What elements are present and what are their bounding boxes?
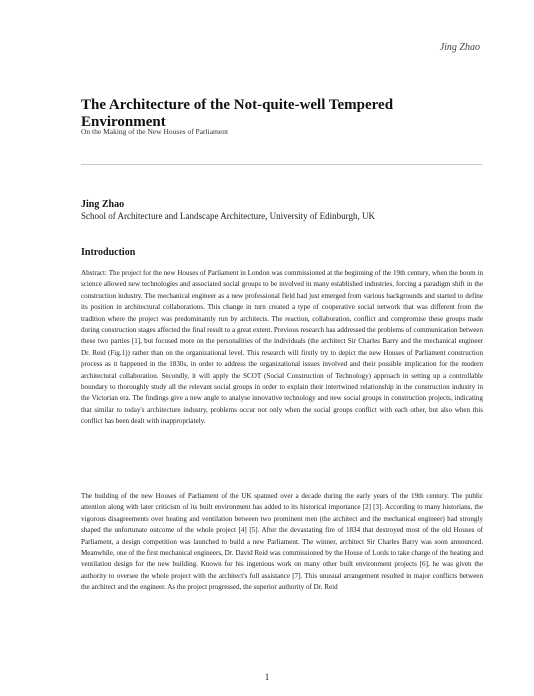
- article-subtitle: On the Making of the New Houses of Parliament: [81, 127, 229, 136]
- author-affiliation: School of Architecture and Landscape Architecture, University of Edinburgh, UK: [81, 211, 375, 221]
- divider: [81, 164, 482, 165]
- author-name: Jing Zhao: [81, 199, 125, 210]
- article-title: The Architecture of the Not-quite-well Tempered Environment: [81, 97, 394, 130]
- section-heading: Introduction: [81, 247, 136, 258]
- abstract-paragraph: Abstract: The project for the new Houses of Parliament in London was commissioned at the beginning of the 19th century, when the boom in science allowed new technologies and associated social groups to be involved in many established industries, forcing a paradigm shift in the construction industry. The mechanical engineer as a new professional field had just emerged from various backgrounds and started to define its position in architectural collaborations. This change in turn created a type of cooperative social network that was different from the tradition where the project was predominantly run by architects. The reaction, collaboration, conflict and compromise these groups made during construction stages affected the final result to a great extent. Previous research has addressed the problems of communication between these two parties [1], but focused more on the personalities of the individuals (the architect Sir Charles Barry and the mechanical engineer Dr. Reid (Fig.1)) rather than on the organizational level. This research will firstly try to depict the new Houses of Parliament construction process as it happened in the 1830s, in order to address the organizational issues involved and their possible implication for the modern architectural collaboration. Secondly, it will apply the SCOT (Social Construction of Technology) approach in setting up a controllable boundary to thoroughly study all the relevant social groups in order to explain their intertwined relationship in the construction industry in the Victorian era. The findings give a new angle to analyse innovative technology and new social groups in construction projects, indicating that similar to today's architecture industry, problems occur not only when the social groups conflict with each other, but also when this conflict has been dealt with inappropriately.: [81, 269, 483, 426]
- body-paragraph: The building of the new Houses of Parliament of the UK spanned over a decade during the early years of the 19th century. The public attention along with later criticism of its built environment has added to its historical importance [2] [3]. According to many historians, the vigorous disagreements over heating and ventilation between two prominent men (the architect and the mechanical engineer) had strongly shaped the unfortunate outcome of the whole project [4] [5]. After the devastating fire of 1834 that destroyed most of the old Houses of Parliament, a design competition was launched to build a new Parliament. The winner, architect Sir Charles Barry was soon announced. Meanwhile, one of the first mechanical engineers, Dr. David Reid was commissioned by the House of Lords to take charge of the heating and ventilation design for the new building. Known for his ingenious work on many other built environment projects [6], he was given the authority to oversee the whole project with the architect's full assistance [7]. This unusual arrangement resulted in major conflicts between the architect and the engineer. As the project progressed, the superior authority of Dr. Reid: [81, 492, 483, 592]
- running-head: Jing Zhao: [439, 42, 480, 53]
- page-number: 1: [264, 672, 270, 682]
